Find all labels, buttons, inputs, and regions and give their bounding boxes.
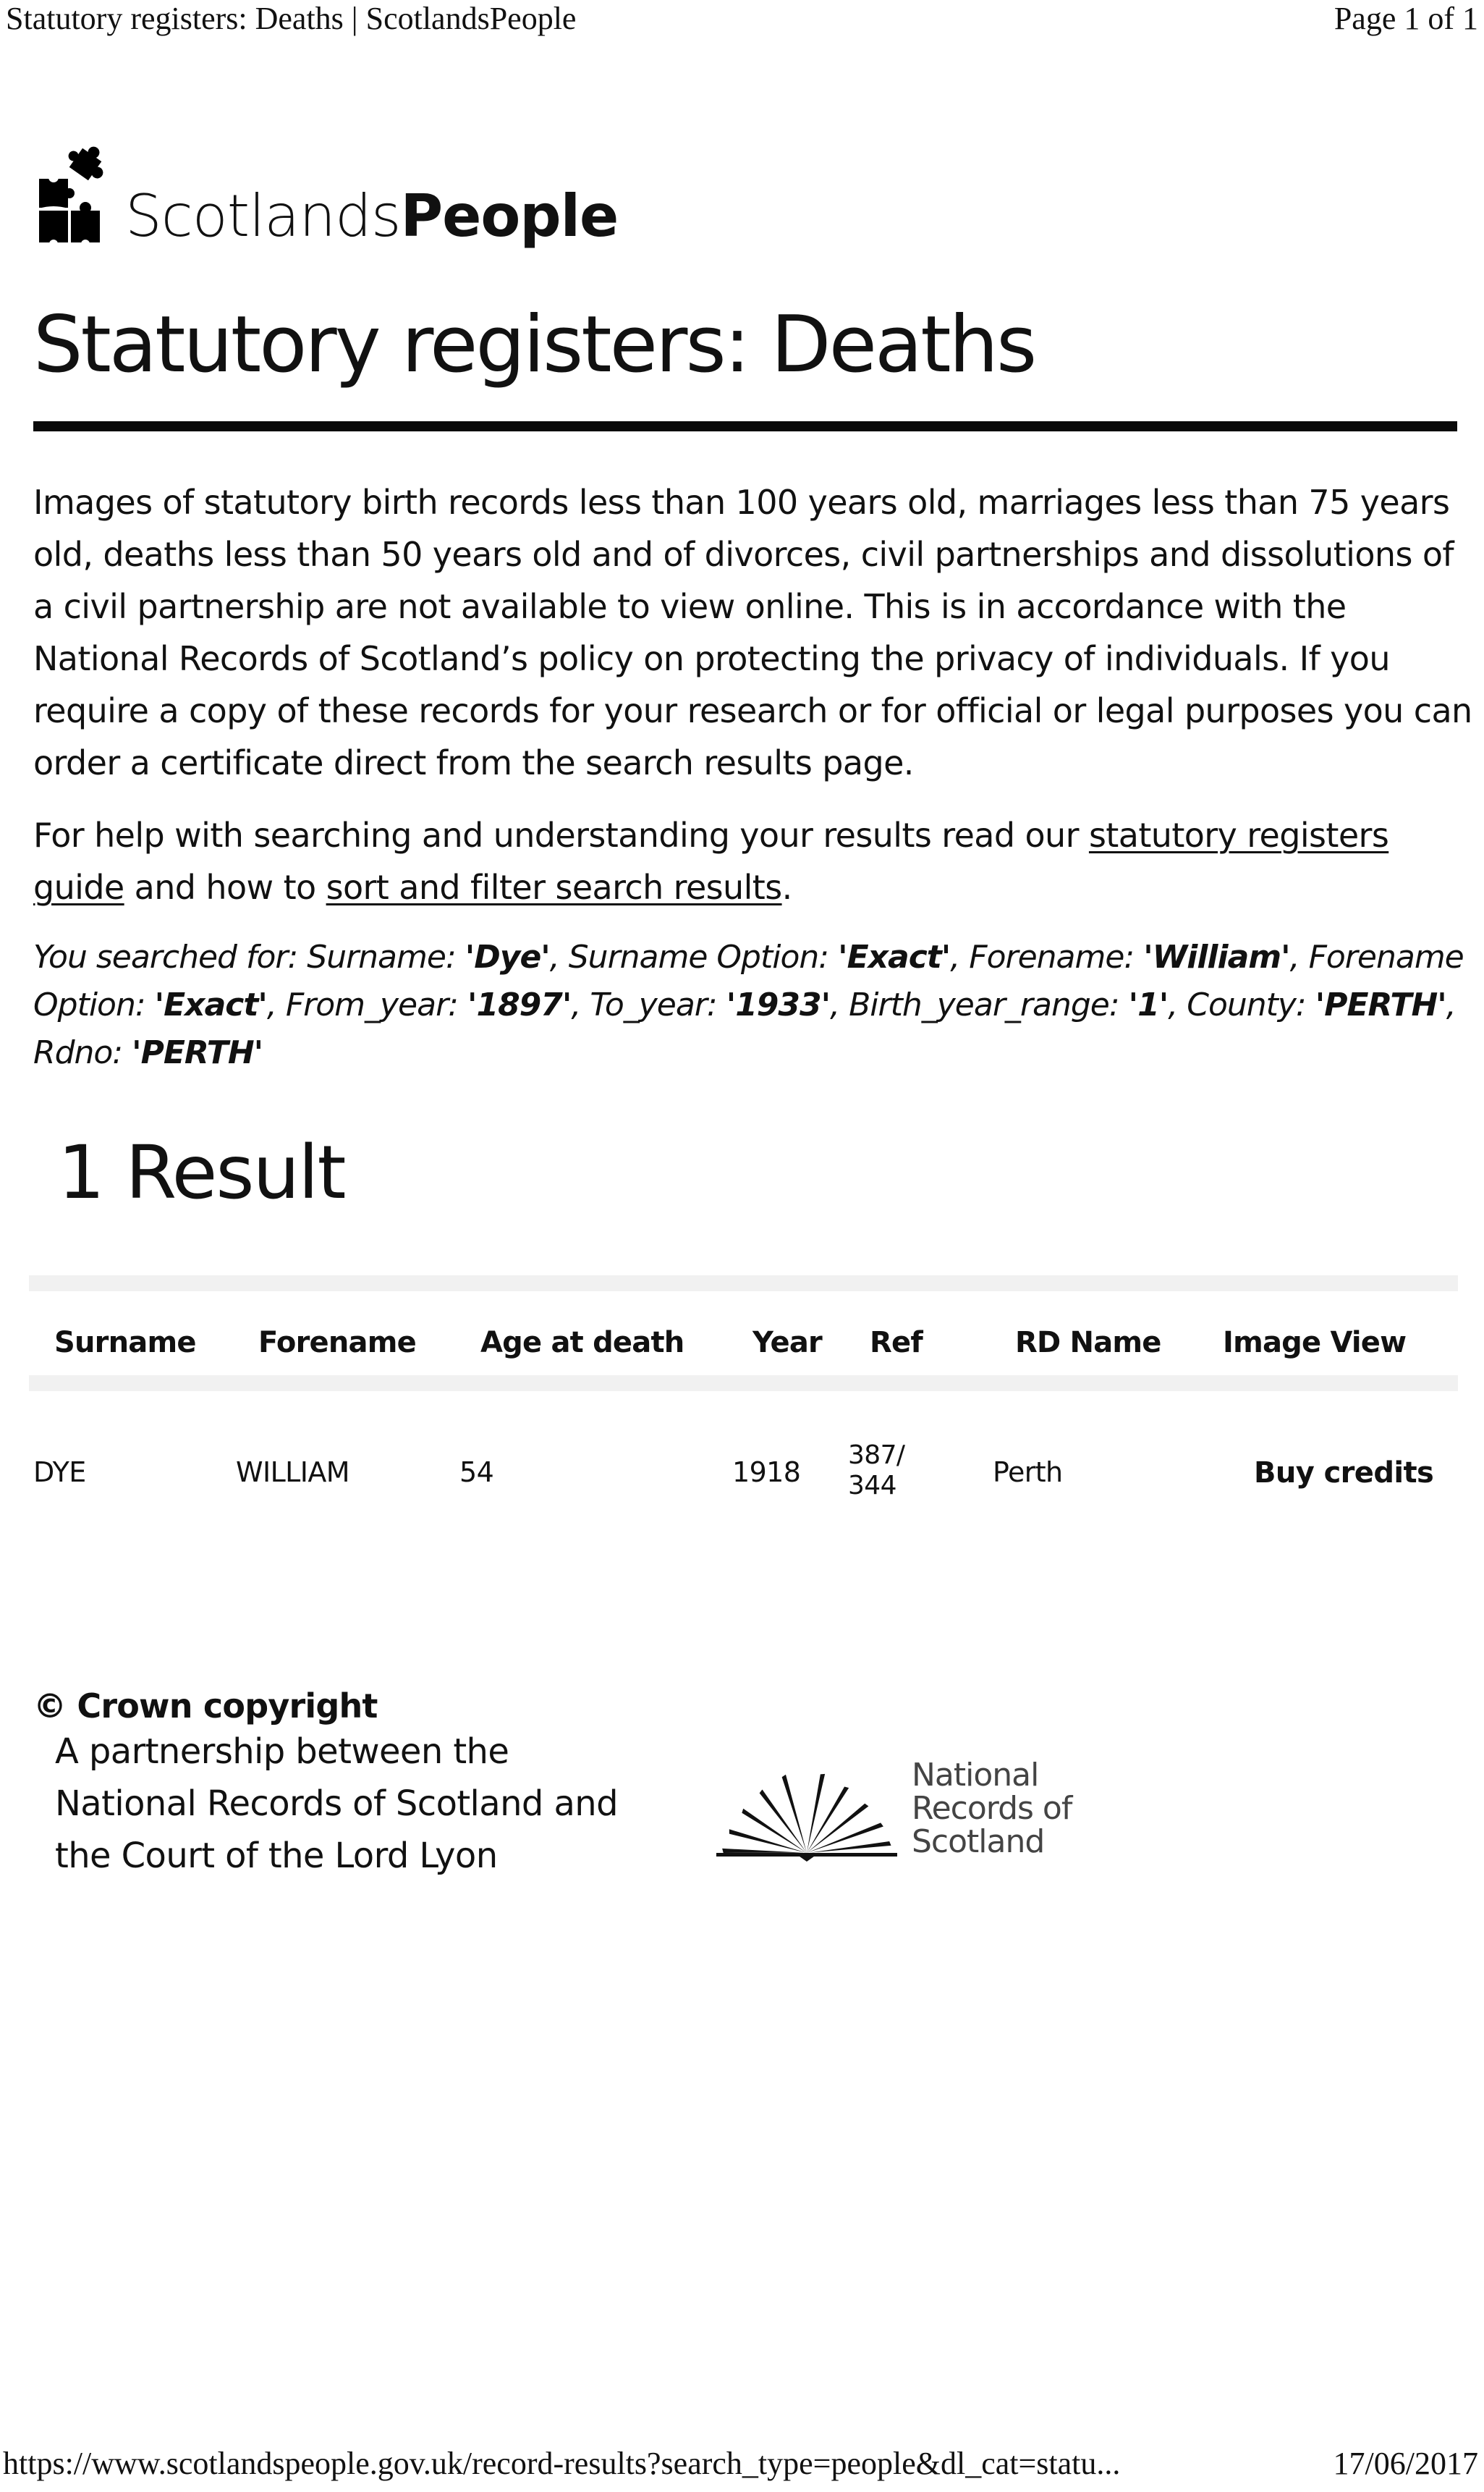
help-suffix: . — [781, 868, 792, 907]
privacy-notice: Images of statutory birth records less than 100 years old, marriages less than 75 years old, deaths less than 50 years old and of divorces, civil partnerships and dissolutions of a civil partnership are not available to view online. This is in accordance with the National Records of Scotland’s policy on protecting the privacy of individuals. If you require a copy of these records for your research or for official or legal purposes you can order a certificate direct from the search results page. — [33, 483, 1472, 782]
criterion-key: Forename: — [969, 939, 1144, 976]
print-page-title: Statutory registers: Deaths | ScotlandsPeople — [6, 1, 577, 36]
cell-ref — [848, 1440, 904, 1501]
print-header — [0, 0, 1484, 43]
cell-ref-line1: 387/ — [848, 1440, 905, 1470]
nrs-line: Records of — [912, 1790, 1072, 1827]
print-footer — [0, 2445, 1484, 2488]
partnership-line: the Court of the Lord Lyon — [55, 1836, 498, 1876]
site-logo[interactable] — [33, 134, 618, 250]
crown-copyright: © Crown copyright — [33, 1686, 378, 1726]
logo-wordmark — [125, 182, 619, 250]
nrs-line: National — [912, 1757, 1039, 1794]
criterion-key: Birth_year_range: — [849, 987, 1129, 1023]
cell-surname: DYE — [33, 1456, 86, 1488]
open-book-fan-icon — [709, 1759, 904, 1867]
logo-text-bold: People — [400, 182, 619, 250]
criterion-key: Surname: — [307, 939, 465, 976]
criterion-key: Rdno: — [33, 1034, 132, 1071]
search-criteria-label: You searched for: — [33, 939, 308, 976]
criterion-value: 'William' — [1143, 939, 1290, 976]
criterion-key: Forename Option: — [33, 939, 1464, 1023]
criterion-key: To_year: — [590, 987, 726, 1023]
logo-text-light: Scotlands — [125, 182, 401, 250]
page-title: Statutory registers: Deaths — [33, 300, 1035, 390]
cell-forename: WILLIAM — [236, 1456, 349, 1488]
criterion-value: '1933' — [726, 987, 831, 1023]
column-header-image-view: Image View — [1223, 1326, 1407, 1359]
column-header-age-at-death[interactable]: Age at death — [480, 1326, 684, 1359]
criterion-key: County: — [1187, 987, 1315, 1023]
help-text — [33, 809, 1473, 913]
partnership-line: National Records of Scotland and — [55, 1783, 618, 1824]
criterion-value: 'PERTH' — [132, 1034, 263, 1071]
column-header-surname[interactable]: Surname — [54, 1326, 196, 1359]
cell-age-at-death: 54 — [459, 1456, 494, 1488]
help-middle: and how to — [124, 868, 326, 907]
criterion-value: 'Exact' — [838, 939, 951, 976]
column-header-ref[interactable]: Ref — [870, 1326, 923, 1359]
criterion-key: Surname Option: — [568, 939, 839, 976]
help-prefix: For help with searching and understanding your results read our — [33, 816, 1089, 855]
title-divider — [33, 421, 1457, 431]
column-header-rd-name[interactable]: RD Name — [1015, 1326, 1161, 1359]
print-date: 17/06/2017 — [1333, 2446, 1478, 2481]
partnership-text — [55, 1726, 618, 1882]
column-header-year[interactable]: Year — [752, 1326, 822, 1359]
nrs-logo[interactable] — [709, 1759, 1072, 1867]
table-header-band-top — [29, 1275, 1458, 1291]
cell-year: 1918 — [732, 1456, 801, 1488]
criterion-key: From_year: — [285, 987, 467, 1023]
cell-rd-name: Perth — [993, 1456, 1063, 1488]
cell-ref-line2: 344 — [848, 1471, 896, 1500]
print-url: https://www.scotlandspeople.gov.uk/record-results?search_type=people&dl_cat=statu... — [3, 2446, 1121, 2481]
criterion-value: 'Exact' — [154, 987, 267, 1023]
criterion-value: 'Dye' — [465, 939, 550, 976]
nrs-line: Scotland — [912, 1823, 1045, 1860]
column-header-forename[interactable]: Forename — [258, 1326, 416, 1359]
site-footer — [33, 1686, 618, 1882]
statutory-registers-guide-link[interactable]: statutory registers guide — [33, 816, 1389, 907]
criterion-value: '1' — [1128, 987, 1169, 1023]
nrs-wordmark — [912, 1759, 1072, 1867]
puzzle-pieces-icon — [33, 141, 116, 250]
sort-filter-results-link[interactable]: sort and filter search results — [326, 868, 782, 907]
results-count: 1 Result — [58, 1130, 345, 1216]
table-header-band-bottom — [29, 1375, 1458, 1391]
partnership-line: A partnership between the — [55, 1731, 509, 1772]
criterion-value: 'PERTH' — [1315, 987, 1446, 1023]
criterion-value: '1897' — [467, 987, 572, 1023]
search-criteria: You searched for: Surname: 'Dye', Surname Option: 'Exact', Forename: 'William', Forename Option: 'Exact', From_year: '1897', To_year: '1933', Birth_year_range: '1', County: 'PERTH', Rdno: 'PERTH' — [33, 939, 1464, 1071]
buy-credits-link[interactable]: Buy credits — [1254, 1456, 1434, 1490]
print-page-number: Page 1 of 1 — [1334, 1, 1478, 36]
